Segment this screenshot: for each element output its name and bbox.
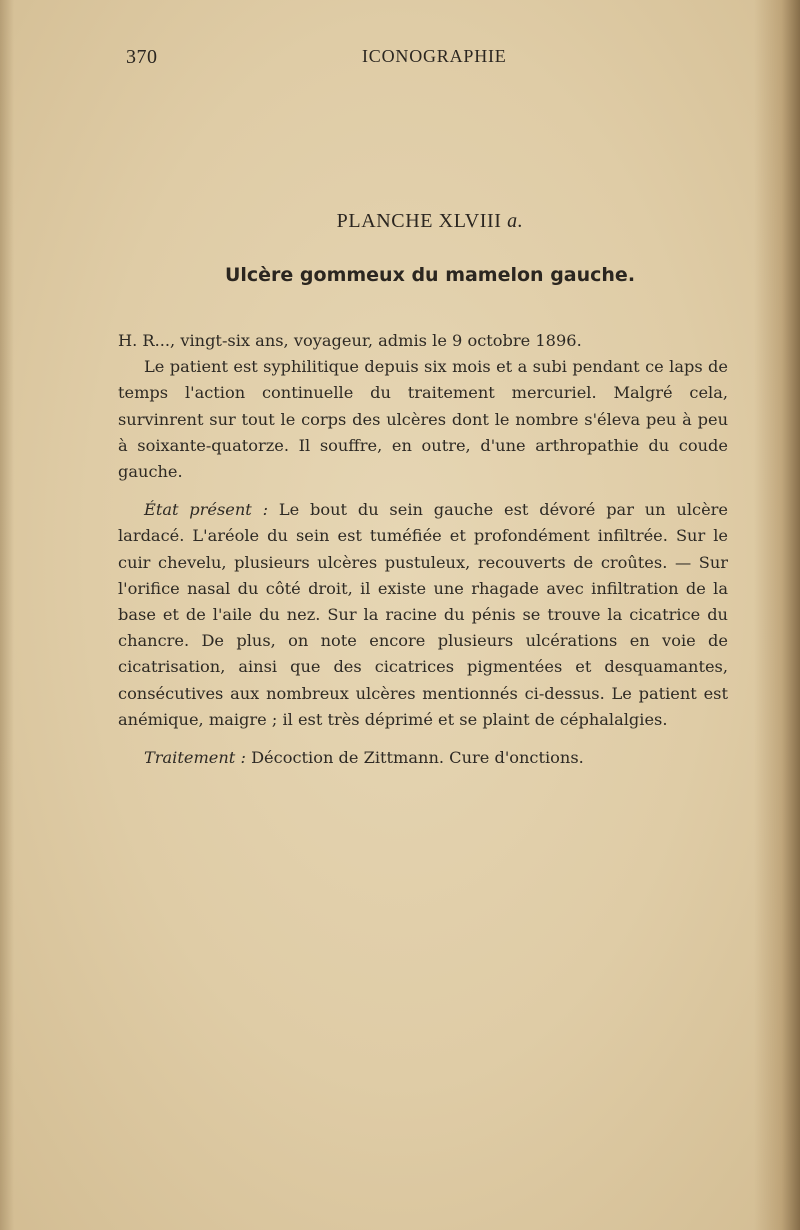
patient-intro-paragraph: H. R..., vingt-six ans, voyageur, admis le 9 octobre 1896. [118, 331, 582, 350]
body-text [118, 328, 728, 771]
present-state-lead: État présent : [144, 500, 269, 520]
treatment-paragraph [118, 745, 728, 771]
plate-title-suffix: a. [507, 210, 524, 232]
history-paragraph: Le patient est syphilitique depuis six mois et a subi pendant ce laps de temps l'action continuelle du traitement mercuriel. Malgré cela, survinrent sur tout le corps des ulcères dont le nombre s'éleva peu à peu à soixante-quatorze. Il souffre, en outre, d'une arthropathie du coude gauche. [118, 357, 728, 482]
present-state-paragraph [118, 497, 728, 733]
page-left-shadow [0, 0, 14, 1230]
page-number: 370 [126, 46, 158, 68]
page-right-shadow [754, 0, 800, 1230]
treatment-text: Décoction de Zittmann. Cure d'onctions. [251, 748, 584, 768]
plate-title [0, 210, 800, 233]
treatment-lead: Traitement : [144, 748, 246, 768]
plate-title-text: PLANCHE XLVIII [336, 210, 502, 232]
plate-subtitle: Ulcère gommeux du mamelon gauche. [224, 264, 636, 286]
present-state-text: Le bout du sein gauche est dévoré par un ulcère lardacé. L'aréole du sein est tuméfiée et profondément infiltrée. Sur le cuir chevelu, plusieurs ulcères pustuleux, recouverts de croûtes. — Sur l'orifice nasal du côté droit, il existe une rhagade avec infiltration de la base et de l'aile du nez. Sur la racine du pénis se trouve la cicatrice du chancre. De plus, on note encore plusieurs ulcérations en voie de cicatrisation, ainsi que des cicatrices pigmentées et desquamantes, consécutives aux nombreux ulcères mentionnés ci-dessus. Le patient est anémique, maigre ; il est très déprimé et se plaint de céphalalgies. [118, 500, 728, 729]
running-header [0, 46, 800, 76]
running-title: ICONOGRAPHIE [362, 46, 507, 66]
